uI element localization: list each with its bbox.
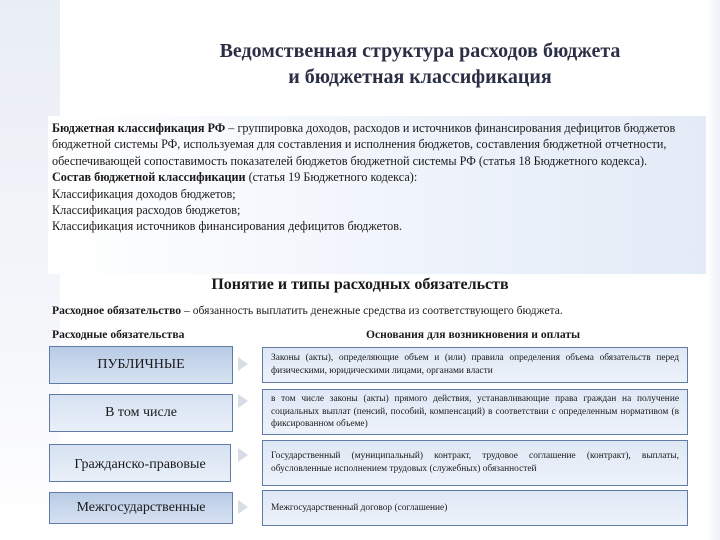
expense-body: – обязанность выплатить денежные средства из соответствующего бюджета. xyxy=(181,304,563,317)
obligation-box-including: В том числе xyxy=(49,394,233,432)
basis-box-including xyxy=(262,389,688,435)
section-subtitle: Понятие и типы расходных обязательств xyxy=(211,276,509,293)
column-header-left: Расходные обязательства xyxy=(52,328,185,341)
definition-text xyxy=(52,120,702,235)
classification-item: Классификация расходов бюджетов; xyxy=(52,203,241,218)
slide-title xyxy=(150,38,690,90)
definition-paragraph xyxy=(52,120,702,169)
arrow-right-icon xyxy=(238,448,248,462)
title-line-1: Ведомственная структура расходов бюджета xyxy=(219,40,621,62)
definition-body: – группировка доходов, расходов и источников финансирования дефицитов бюджетов бюджетной системы РФ, используемая для составления и исполнения бюджетов, составления бюджетной отчетности, обеспечивающей сопоставимость показателей бюджетов бюджетной системы РФ (статья 18 Бюджетного кодекса). xyxy=(52,121,676,168)
basis-text: в том числе законы (акты) прямого действия, устанавливающие права граждан на получение социальных выплат (пенсий, пособий, компенсаций) в соответствии с определенным нормативом (в фиксированном объеме) xyxy=(271,394,679,430)
composition-body: (статья 19 Бюджетного кодекса): xyxy=(245,170,418,185)
classification-item: Классификация доходов бюджетов; xyxy=(52,186,236,201)
obligation-box-civil: Гражданско-правовые xyxy=(49,444,231,482)
definition-term: Бюджетная классификация РФ xyxy=(52,121,226,135)
basis-text: Государственный (муниципальный) контракт, трудовое соглашение (контракт), выплаты, обусловленные исполнением трудовых (служебных) обязанностей xyxy=(271,451,679,474)
title-line-2: и бюджетная классификация xyxy=(288,66,552,88)
expense-term: Расходное обязательство xyxy=(52,304,182,317)
composition-term: Состав бюджетной классификации xyxy=(52,170,246,185)
obligation-box-interstate: Межгосударственные xyxy=(49,492,233,524)
column-header-right: Основания для возникновения и оплаты xyxy=(366,328,581,341)
arrow-right-icon xyxy=(238,500,248,514)
composition-paragraph xyxy=(52,169,702,185)
right-decor-band xyxy=(706,0,720,540)
arrow-right-icon xyxy=(238,394,248,408)
basis-box-interstate xyxy=(262,490,688,526)
classification-item: Классификация источников финансирования дефицитов бюджетов. xyxy=(52,219,403,234)
basis-box-civil xyxy=(262,440,688,486)
expense-definition xyxy=(52,303,712,319)
basis-text: Законы (акты), определяющие объем и (или) правила определения объема обязательств перед физическими, юридическими лицами, органами власти xyxy=(271,353,679,376)
obligation-box-public: ПУБЛИЧНЫЕ xyxy=(49,346,233,384)
arrow-right-icon xyxy=(238,357,248,371)
basis-text: Межгосударственный договор (соглашение) xyxy=(271,502,448,513)
basis-box-public xyxy=(262,347,688,383)
